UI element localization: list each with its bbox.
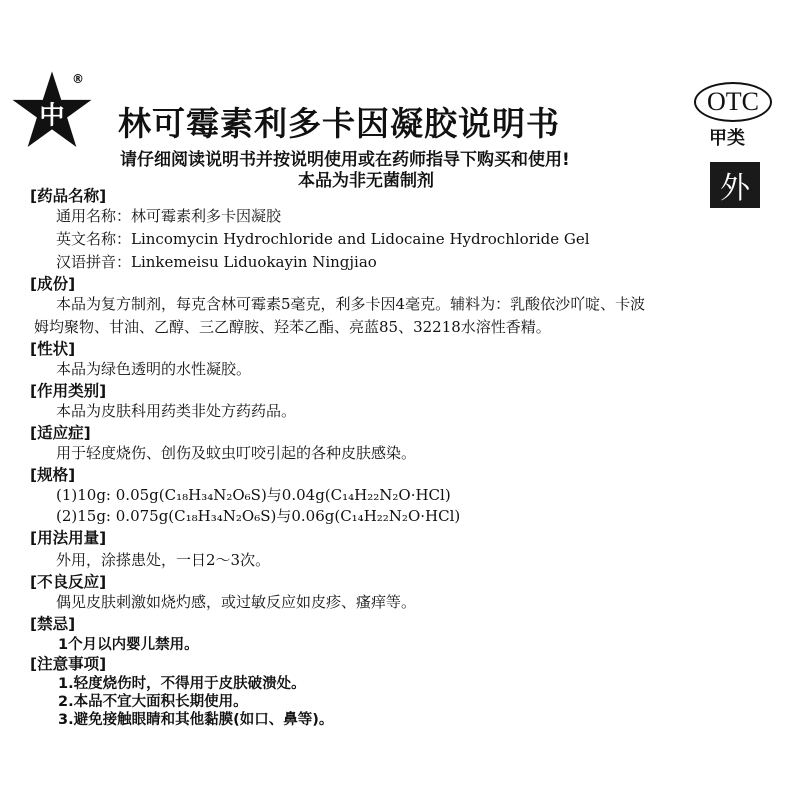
category-text: 本品为皮肤科用药类非处方药药品。 — [56, 402, 297, 420]
external-use-badge — [710, 162, 760, 208]
spec-line-2: (2)15g: 0.075g(C₁₈H₃₄N₂O₆S)与0.06g(C₁₄H₂₂N₂O·HCl) — [56, 507, 461, 525]
otc-class: 甲类 — [709, 128, 745, 149]
section-heading-category: [作用类别] — [30, 382, 107, 400]
spec-line-1: (1)10g: 0.05g(C₁₈H₃₄N₂O₆S)与0.04g(C₁₄H₂₂N₂O·HCl) — [56, 486, 451, 504]
external-use-label: 外 — [720, 171, 750, 206]
note-item-2: 2.本品不宜大面积长期使用。 — [58, 694, 248, 710]
registered-mark: ® — [72, 72, 84, 86]
usage-warning: 请仔细阅读说明书并按说明使用或在药师指导下购买和使用! — [120, 150, 570, 170]
logo-mark: 中 — [39, 100, 65, 130]
section-heading-notes: [注意事项] — [30, 655, 107, 673]
section-heading-indication: [适应症] — [30, 424, 91, 442]
section-heading-spec: [规格] — [30, 466, 76, 484]
english-name: 英文名称：Lincomycin Hydrochloride and Lidocaine Hydrochloride Gel — [56, 230, 590, 248]
section-heading-appearance: [性状] — [30, 340, 76, 358]
section-heading-contraindications: [禁忌] — [30, 615, 76, 633]
sterility-note: 本品为非无菌制剂 — [298, 171, 434, 191]
section-heading-adverse: [不良反应] — [30, 573, 107, 591]
otc-badge — [694, 82, 772, 122]
note-item-1: 1.轻度烧伤时，不得用于皮肤破溃处。 — [58, 676, 306, 692]
otc-label: OTC — [707, 87, 759, 116]
usage-text: 外用，涂搽患处，一日2～3次。 — [56, 551, 271, 569]
contraindication-text: 1个月以内婴儿禁用。 — [58, 637, 199, 653]
composition-line-2: 姆均聚物、甘油、乙醇、三乙醇胺、羟苯乙酯、亮蓝85、32218水溶性香精。 — [34, 318, 551, 336]
adverse-text: 偶见皮肤刺激如烧灼感，或过敏反应如皮疹、瘙痒等。 — [56, 593, 417, 611]
section-heading-name: [药品名称] — [30, 187, 107, 205]
page-title: 林可霉素利多卡因凝胶说明书 — [118, 104, 560, 143]
appearance-text: 本品为绿色透明的水性凝胶。 — [56, 360, 252, 378]
note-item-3: 3.避免接触眼睛和其他黏膜(如口、鼻等)。 — [58, 712, 334, 728]
indication-text: 用于轻度烧伤、创伤及蚊虫叮咬引起的各种皮肤感染。 — [56, 444, 417, 462]
composition-line-1: 本品为复方制剂，每克含林可霉素5毫克，利多卡因4毫克。辅料为：乳酸依沙吖啶、卡波 — [56, 295, 646, 313]
section-heading-usage: [用法用量] — [30, 529, 107, 547]
section-heading-composition: [成份] — [30, 275, 76, 293]
generic-name: 通用名称：林可霉素利多卡因凝胶 — [56, 207, 282, 225]
pinyin-name: 汉语拼音：Linkemeisu Liduokayin Ningjiao — [56, 253, 377, 271]
